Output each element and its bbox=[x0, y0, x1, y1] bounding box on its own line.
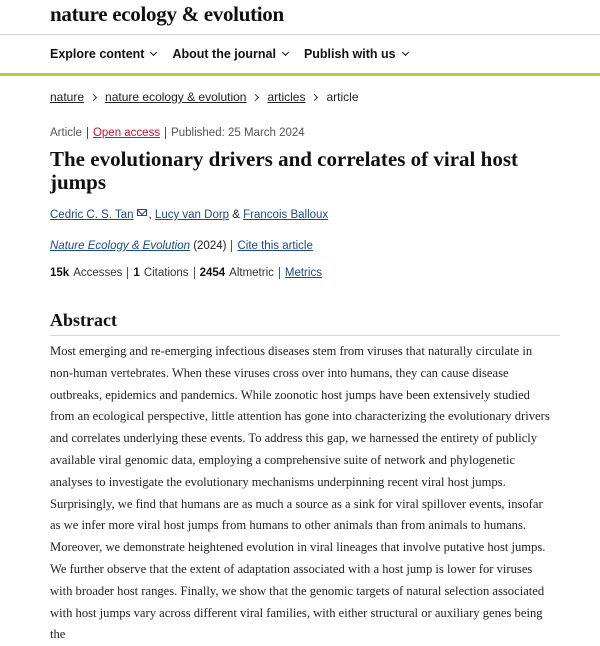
journal-citation bbox=[50, 240, 313, 252]
nav-explore-content-label: Explore content bbox=[50, 47, 145, 61]
abstract-heading: Abstract bbox=[50, 310, 117, 330]
published-date: Published: 25 March 2024 bbox=[171, 127, 305, 139]
breadcrumb-journal[interactable]: nature ecology & evolution bbox=[105, 90, 247, 104]
metrics-divider bbox=[127, 267, 128, 279]
breadcrumb-current: article bbox=[326, 90, 359, 104]
author-separator: & bbox=[232, 209, 240, 221]
accesses-count: 15k bbox=[50, 267, 70, 279]
author-list bbox=[50, 209, 328, 221]
email-icon[interactable] bbox=[137, 209, 147, 216]
site-header bbox=[0, 0, 600, 34]
nav-publish-with-us[interactable] bbox=[304, 47, 408, 61]
article-metrics bbox=[50, 267, 322, 279]
breadcrumb-nature[interactable]: nature bbox=[50, 90, 85, 104]
abstract-text: Most emerging and re-emerging infectious diseases stem from viruses that naturally circulate in non-human vertebrates. When these viruses cross over into humans, they can cause disease outbreaks, epidemics and pandemics. While zoonotic host jumps have been extensively studied from an ecological perspective, little attention has gone into characterizing the evolutionary drivers and correlates underlying these events. To address this gap, we harnessed the entirety of publicly available viral genomic data, employing a comprehensive suite of network and phylogenetic analyses to investigate the evolutionary mechanisms underpinning recent viral host jumps. Surprisingly, we find that humans are as much a source as a sink for viral spillover events, insofar as we infer more viral host jumps from humans to other animals than from animals to humans. Moreover, we demonstrate heightened evolution in viral lineages that involve putative host jumps. We further observe that the extent of adaptation associated with a host jump is lower for viruses with broader host ranges. Finally, we show that the genomic targets of natural selection associated with host jumps vary across different viral families, with either structural or auxiliary genes being the bbox=[50, 344, 550, 642]
chevron-right-icon bbox=[252, 93, 259, 100]
article-meta bbox=[50, 127, 305, 139]
nav-publish-with-us-label: Publish with us bbox=[303, 47, 396, 61]
open-access-link[interactable]: Open access bbox=[92, 127, 161, 139]
nav-accent-bar bbox=[0, 73, 600, 76]
metrics-divider bbox=[279, 267, 280, 279]
altmetric-score: 2454 bbox=[199, 267, 226, 279]
author-link[interactable]: Cedric C. S. Tan bbox=[50, 209, 134, 221]
author-link[interactable]: Francois Balloux bbox=[243, 209, 329, 221]
abstract-divider bbox=[50, 335, 560, 336]
breadcrumb-articles[interactable]: articles bbox=[267, 90, 306, 104]
journal-year: (2024) bbox=[193, 240, 227, 252]
chevron-right-icon bbox=[90, 93, 97, 100]
main-nav bbox=[0, 35, 600, 73]
accesses-label: Accesses bbox=[73, 267, 123, 279]
article-title: The evolutionary drivers and correlates of viral host jumps bbox=[50, 147, 518, 194]
author-separator: , bbox=[148, 209, 152, 221]
citation-divider bbox=[231, 240, 232, 252]
altmetric-label: Altmetric bbox=[229, 267, 274, 279]
breadcrumb bbox=[50, 90, 359, 104]
chevron-down-icon bbox=[150, 49, 157, 56]
journal-logo[interactable]: nature ecology & evolution bbox=[50, 1, 284, 26]
chevron-down-icon bbox=[282, 49, 289, 56]
meta-divider bbox=[165, 127, 166, 139]
meta-divider bbox=[87, 127, 88, 139]
article-type: Article bbox=[50, 127, 82, 139]
nav-about-journal-label: About the journal bbox=[172, 47, 276, 61]
nav-about-journal[interactable] bbox=[172, 47, 287, 61]
chevron-down-icon bbox=[402, 49, 409, 56]
cite-this-article-link[interactable]: Cite this article bbox=[237, 240, 313, 252]
metrics-link[interactable]: Metrics bbox=[284, 267, 322, 279]
chevron-right-icon bbox=[311, 93, 318, 100]
journal-name-link[interactable]: Nature Ecology & Evolution bbox=[50, 240, 190, 252]
metrics-divider bbox=[194, 267, 195, 279]
author-link[interactable]: Lucy van Dorp bbox=[154, 209, 230, 221]
citations-label: Citations bbox=[143, 267, 189, 279]
nav-explore-content[interactable] bbox=[50, 47, 156, 61]
citations-count: 1 bbox=[133, 267, 140, 279]
